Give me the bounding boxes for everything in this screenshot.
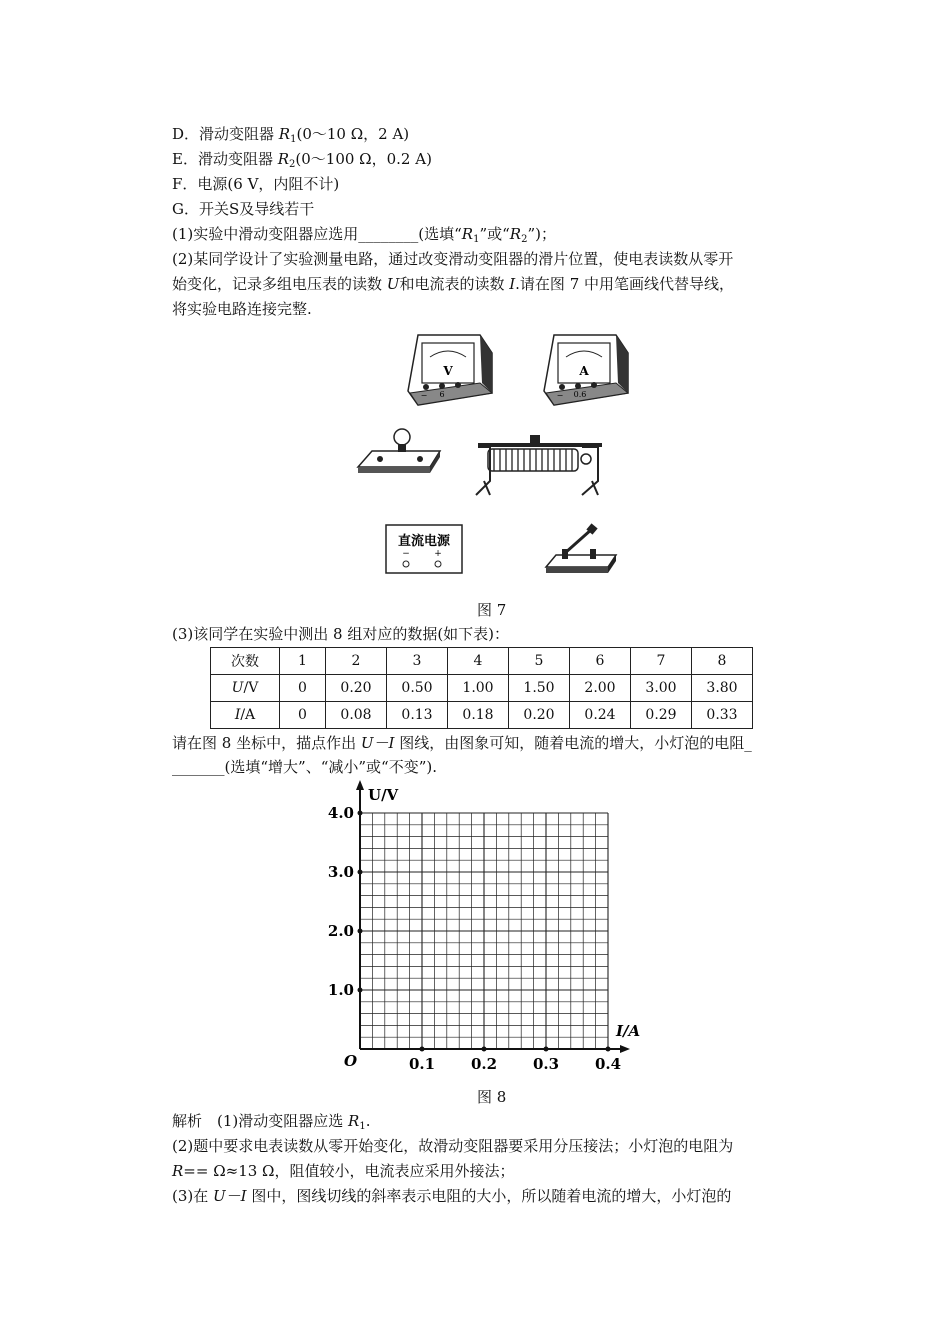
analysis-text: 图中，图线切线的斜率表示电阻的大小，所以随着电流的增大，小灯泡的 — [246, 1187, 732, 1205]
table-cell: 1 — [280, 648, 326, 675]
r-symbol: R — [277, 150, 290, 168]
u-symbol: U — [386, 275, 400, 293]
switch-icon — [546, 523, 616, 573]
option-e-prefix: E．滑动变阻器 — [172, 150, 278, 168]
table-cell: 2 — [326, 648, 387, 675]
question-3-ask-line-1 — [172, 733, 752, 753]
x-tick-dot — [420, 1047, 425, 1052]
y-tick-dot — [358, 929, 363, 934]
r-symbol: R — [509, 225, 522, 243]
r-symbol: R — [348, 1112, 360, 1130]
question-2-line-3: 将实验电路连接完整. — [172, 300, 312, 318]
analysis-line-1 — [172, 1111, 370, 1137]
table-cell: 0.20 — [509, 702, 570, 729]
table-cell: 次数 — [211, 648, 280, 675]
option-d — [172, 124, 409, 150]
question-1 — [172, 224, 556, 250]
u-i-symbol: U－I — [213, 1187, 247, 1205]
y-tick-label: 2.0 — [327, 922, 354, 940]
r-symbol: R — [461, 225, 474, 243]
analysis-text: . — [365, 1112, 371, 1130]
question-2-line-1: (2)某同学设计了实验测量电路，通过改变滑动变阻器的滑片位置，使电表读数从零开 — [172, 250, 734, 268]
r-subscript: 2 — [289, 159, 296, 170]
table-row — [211, 675, 753, 702]
table-cell: 8 — [692, 648, 753, 675]
grid-lines — [360, 813, 608, 1049]
x-tick-label: 0.1 — [408, 1055, 436, 1073]
option-d-spec: (0～10 Ω，2 A) — [296, 125, 410, 143]
table-cell: 0.33 — [692, 702, 753, 729]
q3-text: 请在图 8 坐标中，描点作出 — [172, 734, 361, 752]
table-row-label — [211, 675, 280, 702]
table-cell: 0 — [280, 702, 326, 729]
analysis-text: 解析 (1)滑动变阻器应选 — [172, 1112, 349, 1130]
figure-8-caption: 图 8 — [477, 1088, 507, 1106]
table-cell: 0.29 — [631, 702, 692, 729]
ammeter-letter: A — [579, 364, 589, 378]
y-tick-label: 4.0 — [327, 804, 354, 822]
x-tick-dot — [482, 1047, 487, 1052]
analysis-line-3 — [172, 1161, 515, 1181]
table-cell: 6 — [570, 648, 631, 675]
x-axis-arrow — [620, 1045, 630, 1053]
x-tick-dot — [606, 1047, 611, 1052]
question-2-line-2 — [172, 274, 734, 294]
analysis-text: == Ω≈13 Ω，阻值较小，电流表应采用外接法； — [183, 1162, 515, 1180]
u-i-symbol: U－I — [360, 734, 395, 752]
analysis-line-4 — [172, 1186, 731, 1206]
table-row-label — [211, 702, 280, 729]
r-subscript: 1 — [473, 234, 480, 245]
option-e — [172, 149, 432, 175]
y-axis-arrow — [356, 780, 364, 790]
figure-7-caption: 图 7 — [477, 601, 507, 619]
analysis-line-2: (2)题中要求电表读数从零开始变化，故滑动变阻器要采用分压接法；小灯泡的电阻为 — [172, 1137, 734, 1155]
lamp-icon — [358, 429, 440, 473]
table-cell: 7 — [631, 648, 692, 675]
power-supply — [386, 525, 462, 573]
unit-text: /V — [243, 680, 259, 696]
x-ticks — [409, 1047, 621, 1074]
r-symbol: R — [278, 125, 291, 143]
ammeter — [544, 335, 628, 405]
table-row — [211, 702, 753, 729]
table-cell: 1.00 — [448, 675, 509, 702]
table-cell: 3.80 — [692, 675, 753, 702]
voltmeter-minus: − — [420, 391, 428, 400]
question-3-ask-line-2: _______(选填“增大”、“减小”或“不变”). — [172, 758, 437, 776]
table-header-row — [211, 648, 753, 675]
table-cell: 3 — [387, 648, 448, 675]
y-ticks — [328, 804, 363, 999]
y-tick-label: 3.0 — [327, 863, 354, 881]
question-3-intro: (3)该同学在实验中测出 8 组对应的数据(如下表)： — [172, 625, 510, 643]
power-plus: + — [434, 549, 442, 559]
table-cell: 0 — [280, 675, 326, 702]
ammeter-range: 0.6 — [573, 390, 587, 399]
ammeter-minus: − — [556, 391, 564, 400]
analysis-text: (3)在 — [172, 1187, 214, 1205]
table-cell: 2.00 — [570, 675, 631, 702]
x-tick-dot — [544, 1047, 549, 1052]
r-symbol: R — [172, 1162, 184, 1180]
y-tick-dot — [358, 988, 363, 993]
voltmeter-range: 6 — [439, 390, 445, 399]
table-cell: 5 — [509, 648, 570, 675]
option-g: G．开关S及导线若干 — [172, 200, 315, 218]
r-subscript: 1 — [359, 1121, 366, 1132]
origin-label: O — [344, 1052, 358, 1070]
i-symbol: I — [509, 275, 516, 293]
u-symbol: U — [231, 680, 244, 696]
x-axis-label: I/A — [616, 1022, 641, 1040]
power-minus: − — [402, 549, 410, 559]
figure-7 — [350, 325, 650, 585]
option-d-prefix: D．滑动变阻器 — [172, 125, 279, 143]
table-cell: 3.00 — [631, 675, 692, 702]
table-cell: 0.20 — [326, 675, 387, 702]
rheostat-icon — [476, 435, 602, 495]
table-cell: 4 — [448, 648, 509, 675]
y-axis-label: U/V — [368, 786, 399, 804]
q1-text: ”)； — [527, 225, 556, 243]
r-subscript: 1 — [290, 134, 297, 145]
q1-text: ”或“ — [479, 225, 510, 243]
figure-8-grid — [320, 780, 650, 1080]
voltmeter — [408, 335, 492, 405]
q3-text: 图线，由图象可知，随着电流的增大，小灯泡的电阻_ — [394, 734, 752, 752]
y-tick-dot — [358, 870, 363, 875]
table-cell: 0.13 — [387, 702, 448, 729]
option-f: F．电源(6 V，内阻不计) — [172, 175, 340, 193]
q1-text: (1)实验中滑动变阻器应选用________(选填“ — [172, 225, 462, 243]
q2-text: .请在图 7 中用笔画线代替导线， — [515, 275, 735, 293]
table-cell: 0.50 — [387, 675, 448, 702]
y-tick-label: 1.0 — [327, 981, 354, 999]
q2-text: 和电流表的读数 — [399, 275, 510, 293]
x-tick-label: 0.2 — [470, 1055, 498, 1073]
power-supply-label: 直流电源 — [397, 534, 451, 549]
voltmeter-letter: V — [443, 364, 453, 378]
q2-text: 始变化，记录多组电压表的读数 — [172, 275, 387, 293]
x-tick-label: 0.3 — [532, 1055, 560, 1073]
table-cell: 1.50 — [509, 675, 570, 702]
i-symbol: I — [234, 707, 241, 723]
x-tick-label: 0.4 — [594, 1055, 622, 1073]
y-tick-dot — [358, 811, 363, 816]
unit-text: /A — [240, 707, 256, 723]
table-cell: 0.24 — [570, 702, 631, 729]
data-table — [210, 647, 753, 729]
table-cell: 0.08 — [326, 702, 387, 729]
table-cell: 0.18 — [448, 702, 509, 729]
option-e-spec: (0～100 Ω，0.2 A) — [295, 150, 432, 168]
r-subscript: 2 — [521, 234, 528, 245]
